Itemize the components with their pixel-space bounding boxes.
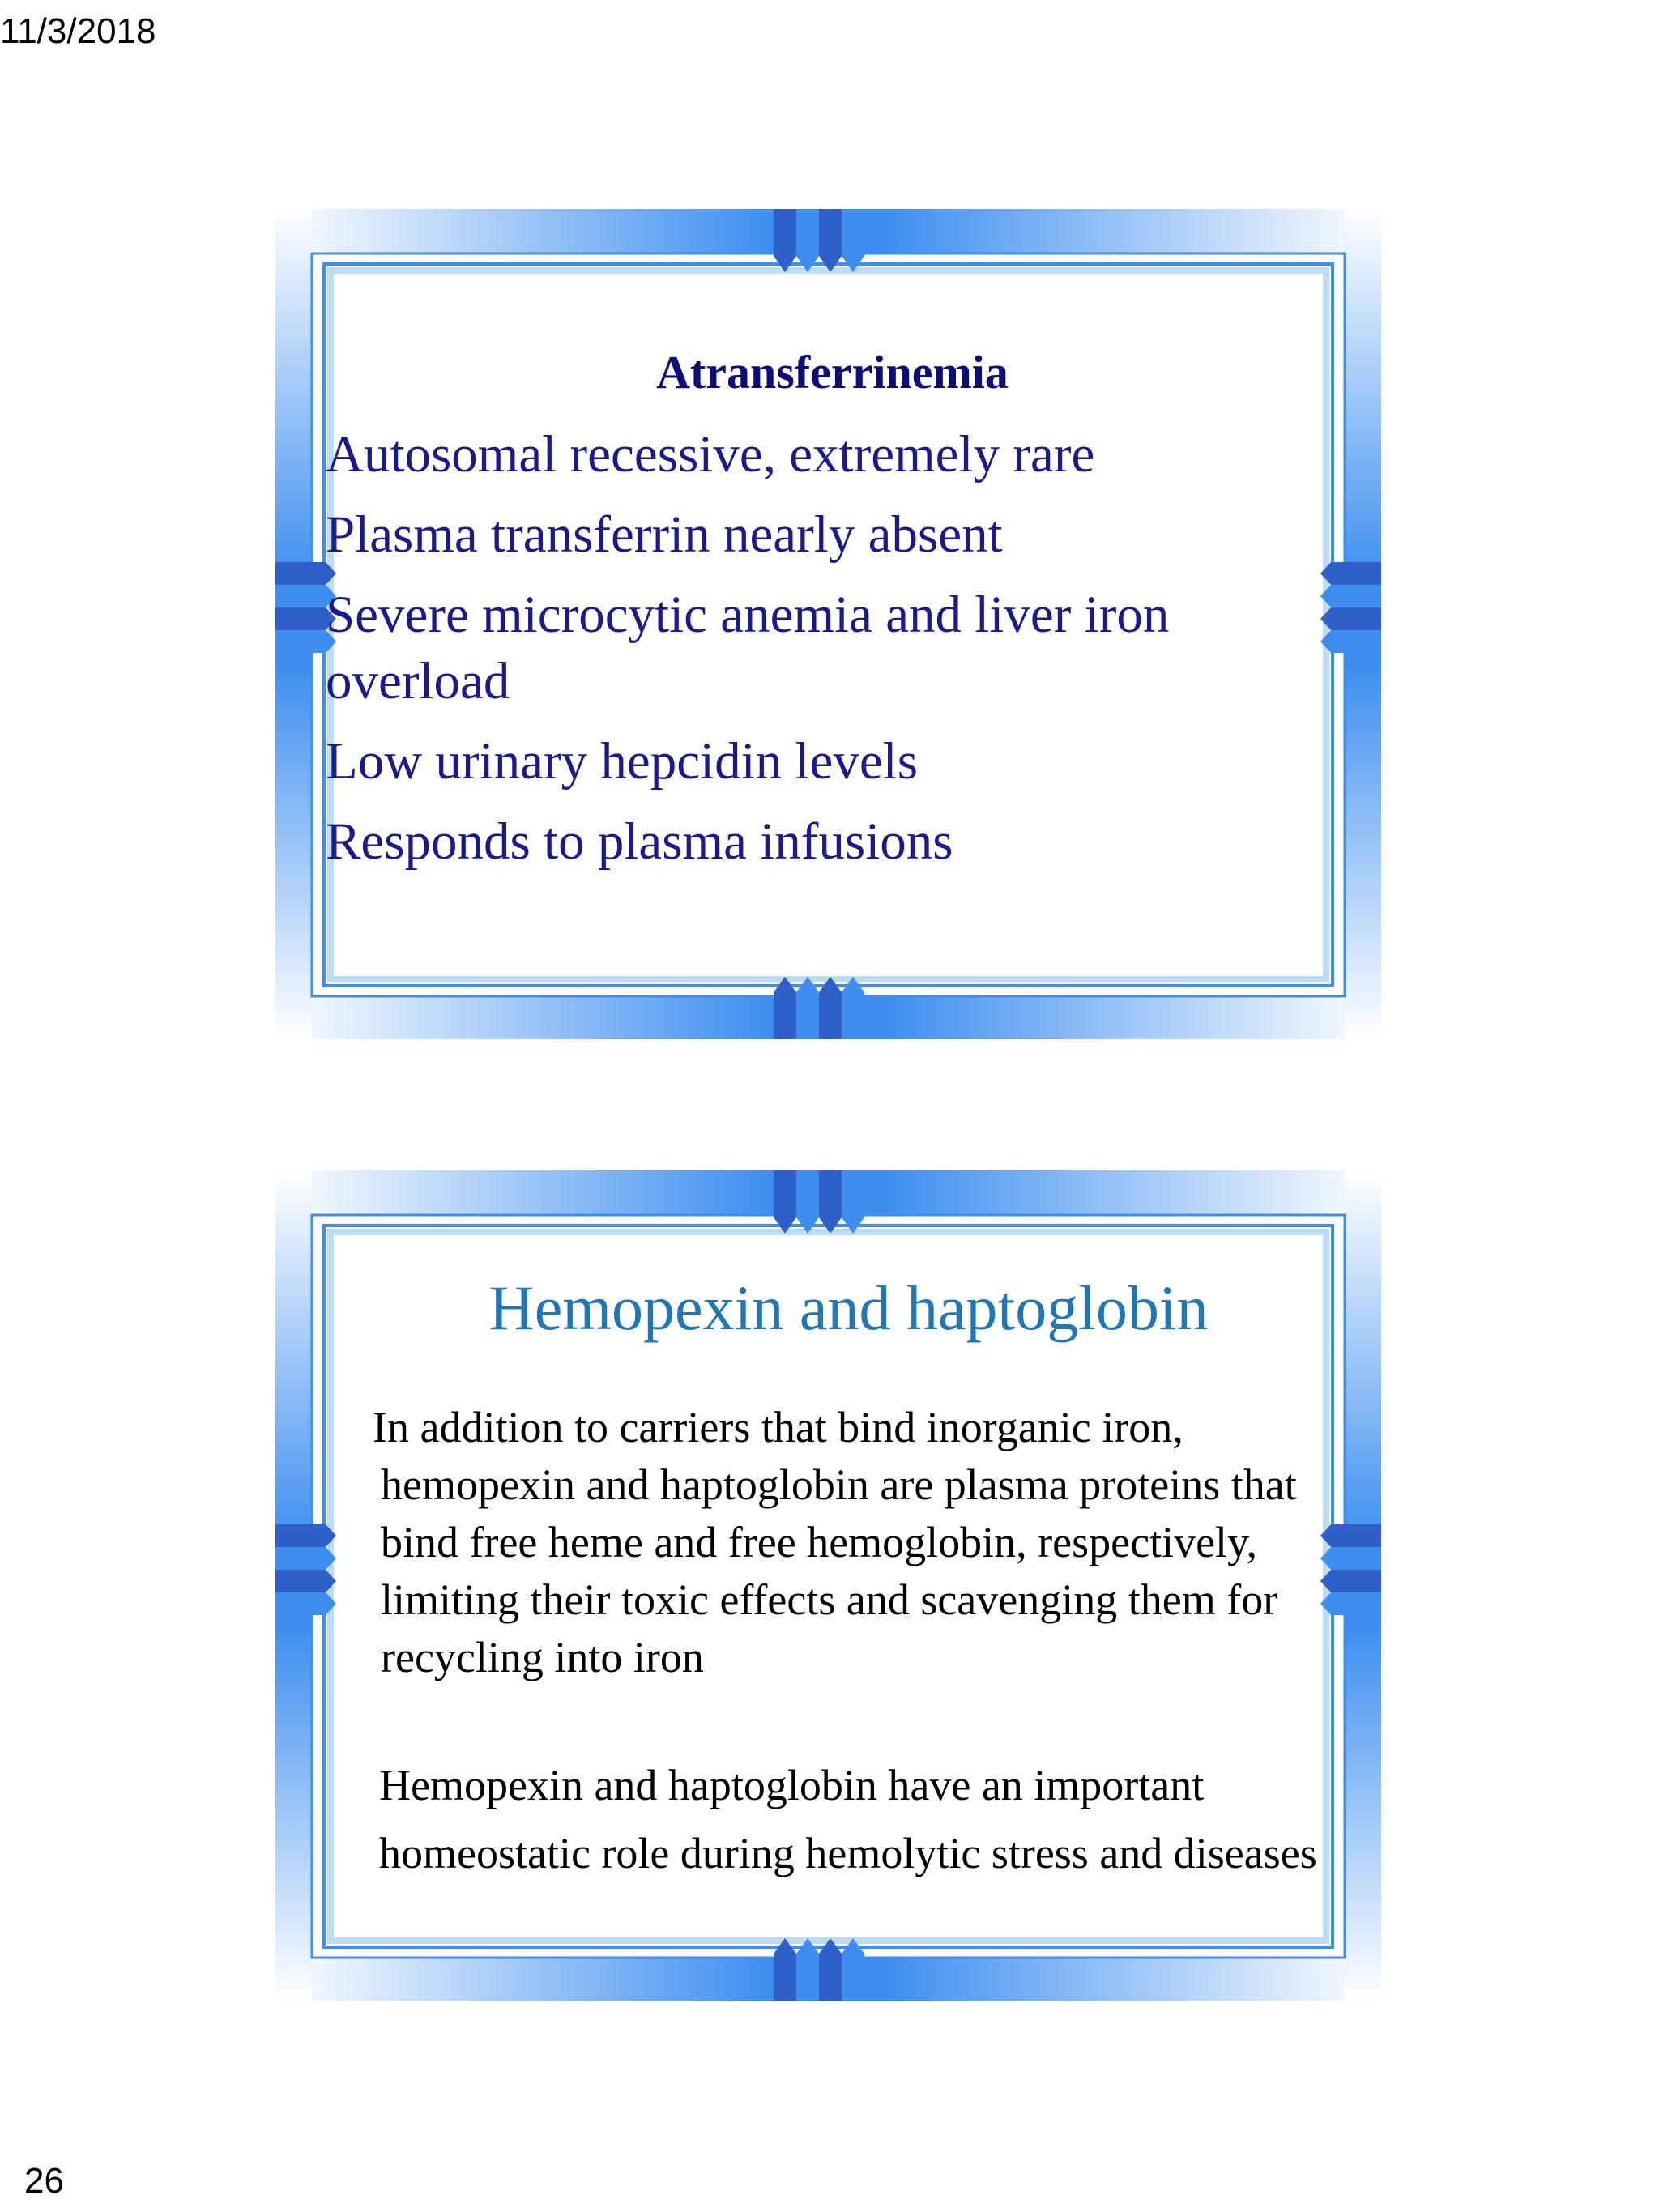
bullet-item: Severe microcytic anemia and liver iron overload — [326, 586, 1170, 710]
slide-atransferrinemia — [275, 209, 1381, 1039]
page-date: 11/3/2018 — [0, 11, 156, 51]
paragraph: In addition to carriers that bind inorganic iron, hemopexin and haptoglobin are plasma proteins that bind free heme and free hemoglobin, respectively, limiting their toxic effects and scavenging them for recycling into iron — [373, 1403, 1297, 1681]
paragraph: Hemopexin and haptoglobin have an important homeostatic role during hemolytic stress and diseases — [379, 1761, 1317, 1877]
slide-title: Hemopexin and haptoglobin — [488, 1272, 1209, 1343]
bullet-item: Responds to plasma infusions — [326, 812, 953, 871]
bullet-item: Low urinary hepcidin levels — [326, 732, 919, 791]
bullet-list — [326, 421, 1273, 889]
bullet-item: Plasma transferrin nearly absent — [326, 505, 1003, 564]
slide-title: Atransferrinemia — [656, 346, 1009, 399]
page-number: 26 — [24, 2161, 64, 2201]
bullet-item: Autosomal recessive, extremely rare — [326, 425, 1095, 484]
slide-hemopexin-haptoglobin — [275, 1170, 1381, 2001]
